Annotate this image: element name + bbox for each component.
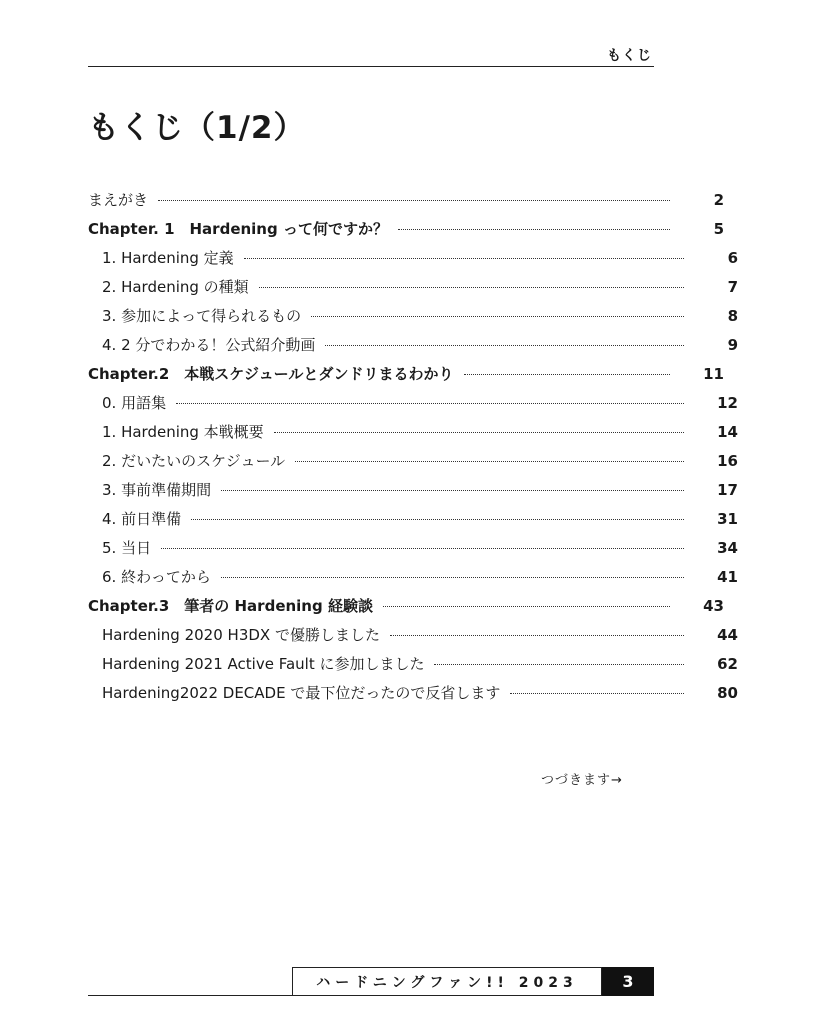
toc-entry-title: Chapter.3 筆者の Hardening 経験談 <box>88 597 373 615</box>
toc-chapter-row <box>0 214 818 243</box>
toc-dot-leader <box>244 258 684 259</box>
toc-entry-title: 3. 参加によって得られるもの <box>102 307 302 325</box>
toc-entry-row <box>0 388 832 417</box>
toc-page-number: 5 <box>713 219 724 238</box>
toc-dot-leader <box>325 345 684 346</box>
running-head: もくじ <box>607 48 652 64</box>
toc-entry-row <box>0 330 832 359</box>
toc-page-number: 43 <box>703 596 724 615</box>
toc-entry-title: 0. 用語集 <box>102 394 167 412</box>
toc-entry-title: Hardening 2021 Active Fault に参加しました <box>102 655 425 673</box>
toc-entry-row <box>0 504 832 533</box>
toc-dot-leader <box>259 287 684 288</box>
toc-entry-title: 1. Hardening 本戦概要 <box>102 423 264 441</box>
toc-page-number: 34 <box>717 538 738 557</box>
toc-page-number: 31 <box>717 509 738 528</box>
toc-dot-leader <box>464 374 670 375</box>
toc-entry-row <box>0 620 832 649</box>
toc-page-number: 2 <box>713 190 724 209</box>
toc-chapter-row <box>0 359 818 388</box>
toc-page-number: 62 <box>717 654 738 673</box>
toc-dot-leader <box>510 693 684 694</box>
toc-dot-leader <box>221 577 684 578</box>
header-rule <box>88 66 654 67</box>
continued-note: つづきます→ <box>541 773 623 788</box>
toc-entry-title: 5. 当日 <box>102 539 152 557</box>
toc-entry-title: 1. Hardening 定義 <box>102 249 234 267</box>
page-number: 3 <box>602 967 654 996</box>
toc-entry-row <box>0 243 832 272</box>
toc-entry-title: Chapter. 1 Hardening って何ですか？ <box>88 220 388 238</box>
toc-page-number: 14 <box>717 422 738 441</box>
toc-entry-title: 4. 2 分でわかる！公式紹介動画 <box>102 336 316 354</box>
toc-dot-leader <box>191 519 684 520</box>
toc-entry-row <box>0 533 832 562</box>
toc-dot-leader <box>390 635 684 636</box>
toc-dot-leader <box>383 606 670 607</box>
toc-page-number: 11 <box>703 364 724 383</box>
toc-page-number: 80 <box>717 683 738 702</box>
toc-entry-row <box>0 446 832 475</box>
footer-rule <box>88 995 654 996</box>
toc-entry-row <box>0 417 832 446</box>
toc-entry-row <box>0 562 832 591</box>
toc-dot-leader <box>221 490 684 491</box>
toc-entry-title: Hardening 2020 H3DX で優勝しました <box>102 626 380 644</box>
toc-page-number: 9 <box>727 335 738 354</box>
toc-entry-title: 3. 事前準備期間 <box>102 481 212 499</box>
toc-dot-leader <box>161 548 684 549</box>
toc-entry-title: 4. 前日準備 <box>102 510 182 528</box>
toc-dot-leader <box>311 316 684 317</box>
toc-entry-title: 2. Hardening の種類 <box>102 278 249 296</box>
toc-dot-leader <box>176 403 684 404</box>
toc-entry-row <box>0 272 832 301</box>
toc-dot-leader <box>434 664 684 665</box>
footer-book-title: ハードニングファン!! 2023 <box>292 967 602 995</box>
toc-entry-title: Chapter.2 本戦スケジュールとダンドリまるわかり <box>88 365 454 383</box>
toc-entry-row <box>0 649 832 678</box>
toc-page-number: 8 <box>727 306 738 325</box>
toc-page-number: 41 <box>717 567 738 586</box>
toc-page-number: 7 <box>727 277 738 296</box>
toc-page-number: 17 <box>717 480 738 499</box>
toc-page-number: 6 <box>727 248 738 267</box>
toc-dot-leader <box>158 200 670 201</box>
toc-page-number: 12 <box>717 393 738 412</box>
toc-dot-leader <box>398 229 670 230</box>
toc-entry-title: 2. だいたいのスケジュール <box>102 452 286 470</box>
toc-entry-row <box>0 475 832 504</box>
toc-entry-title: 6. 終わってから <box>102 568 211 586</box>
toc-chapter-row <box>0 591 818 620</box>
toc-dot-leader <box>295 461 684 462</box>
page-title: もくじ（1/2） <box>88 110 306 146</box>
toc-entry-title: まえがき <box>88 191 149 209</box>
toc-entry-row <box>0 301 832 330</box>
toc-entry-row <box>0 678 832 707</box>
toc-page-number: 44 <box>717 625 738 644</box>
toc-page-number: 16 <box>717 451 738 470</box>
toc-dot-leader <box>274 432 684 433</box>
toc-entry-title: Hardening2022 DECADE で最下位だったので反省します <box>102 684 501 702</box>
toc-entry-row <box>0 185 818 214</box>
